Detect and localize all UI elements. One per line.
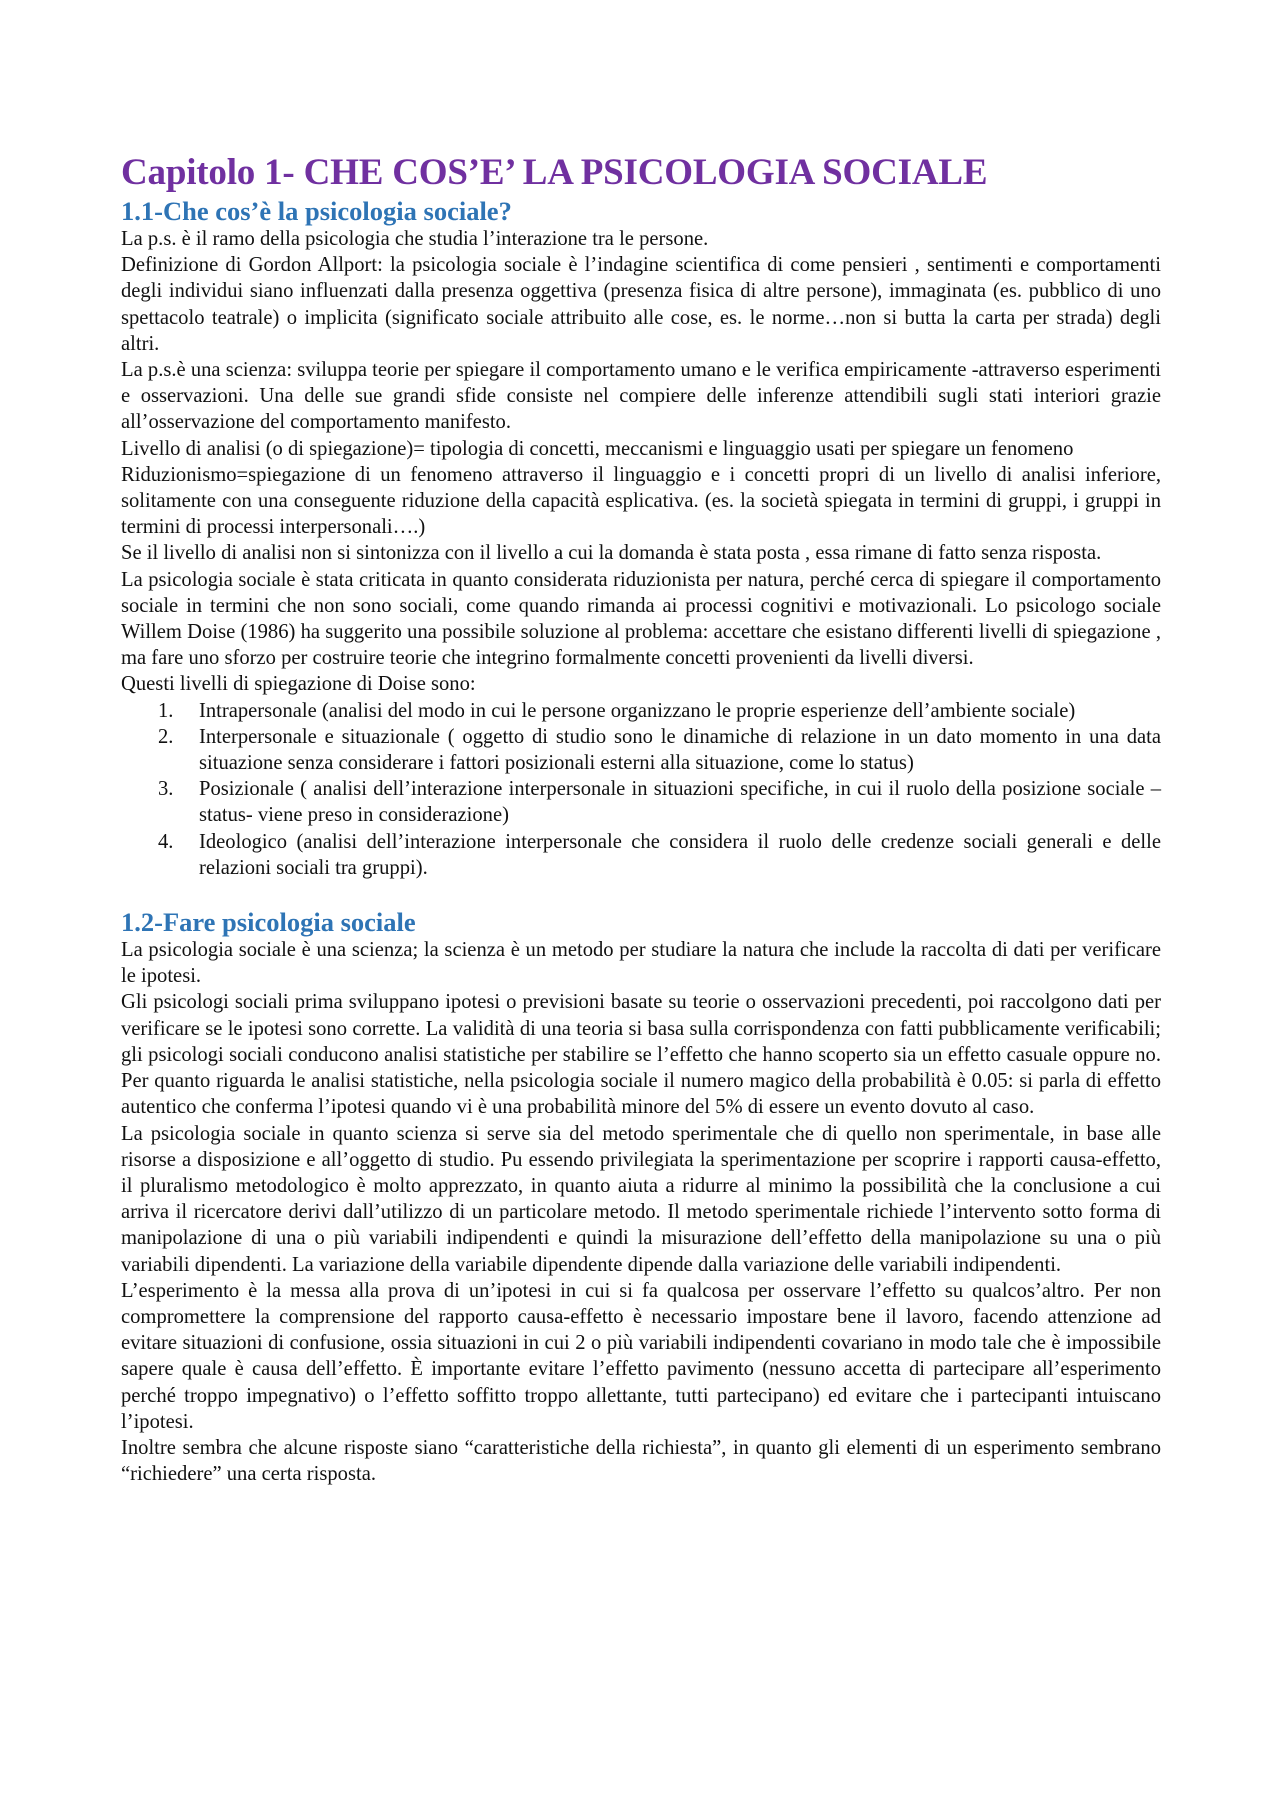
list-item-text: Intrapersonale (analisi del modo in cui le persone organizzano le proprie esperienze dell’ambiente sociale) <box>199 699 1076 722</box>
chapter-title: Capitolo 1- CHE COS’E’ LA PSICOLOGIA SOCIALE <box>121 152 988 193</box>
paragraph: La p.s. è il ramo della psicologia che studia l’interazione tra le persone. <box>121 228 709 250</box>
paragraph: Riduzionismo=spiegazione di un fenomeno attraverso il linguaggio e i concetti propri di un livello di analisi inferiore, solitamente con una conseguente riduzione della capacità esplicativa. (es. la società spiegata in termini di gruppi, i gruppi in termini di processi interpersonali….) <box>121 463 1161 539</box>
paragraph: La psicologia sociale è stata criticata in quanto considerata riduzionista per natura, perché cerca di spiegare il comportamento sociale in termini che non sono sociali, come quando rimanda ai processi cognitivi e motivazionali. Lo psicologo sociale Willem Doise (1986) ha suggerito una possibile soluzione al problema: accettare che esistano differenti livelli di spiegazione , ma fare uno sforzo per costruire teorie che integrino formalmente concetti provenienti da livelli diversi. <box>121 568 1161 670</box>
document-page <box>121 150 1161 1487</box>
list-item <box>158 776 1161 828</box>
doise-levels-list <box>121 698 1161 881</box>
section-heading-1-1: 1.1-Che cos’è la psicologia sociale? <box>121 196 512 226</box>
list-item-text: Interpersonale e situazionale ( oggetto di studio sono le dinamiche di relazione in un dato momento in una data situazione senza considerare i fattori posizionali esterni alla situazione, come lo status) <box>199 725 1161 775</box>
paragraph: La psicologia sociale in quanto scienza si serve sia del metodo sperimentale che di quello non sperimentale, in base alle risorse a disposizione e all’oggetto di studio. Pu essendo privilegiata la sperimentazione per scoprire i rapporti causa-effetto, il pluralismo metodologico è molto apprezzato, in quanto aiuta a ridurre al minimo la possibilità che la conclusione a cui arriva il ricercatore derivi dall’utilizzo di un particolare metodo. Il metodo sperimentale richiede l’intervento sotto forma di manipolazione di una o più variabili indipendenti e quindi la misurazione dell’effetto della manipolazione su una o più variabili dipendenti. La variazione della variabile dipendente dipende dalla variazione delle variabili indipendenti. <box>121 1122 1161 1276</box>
paragraph: Gli psicologi sociali prima sviluppano ipotesi o previsioni basate su teorie o osservazioni precedenti, poi raccolgono dati per verificare se le ipotesi sono corrette. La validità di una teoria si basa sulla corrispondenza con fatti pubblicamente verificabili; gli psicologi sociali conducono analisi statistiche per stabilire se l’effetto che hanno scoperto sia un effetto casuale oppure no. Per quanto riguarda le analisi statistiche, nella psicologia sociale il numero magico della probabilità è 0.05: si parla di effetto autentico che conferma l’ipotesi quando vi è una probabilità minore del 5% di essere un evento dovuto al caso. <box>121 991 1161 1119</box>
list-item <box>158 698 1161 724</box>
paragraph: Questi livelli di spiegazione di Doise sono: <box>121 673 476 696</box>
list-item <box>158 829 1161 881</box>
list-item-number: 1. <box>158 699 174 722</box>
paragraph: Definizione di Gordon Allport: la psicologia sociale è l’indagine scientifica di come pensieri , sentimenti e comportamenti degli individui siano influenzati dalla presenza oggettiva (presenza fisica di altre persone), immaginata (es. pubblico di uno spettacolo teatrale) o implicita (significato sociale attribuito alle cose, es. le norme…non si butta la carta per strada) degli altri. <box>121 254 1161 355</box>
paragraph: Inoltre sembra che alcune risposte siano “caratteristiche della richiesta”, in quanto gli elementi di un esperimento sembrano “richiedere” una certa risposta. <box>121 1436 1161 1486</box>
paragraph: La psicologia sociale è una scienza; la scienza è un metodo per studiare la natura che include la raccolta di dati per verificare le ipotesi. <box>121 939 1161 988</box>
list-item <box>158 724 1161 776</box>
paragraph: L’esperimento è la messa alla prova di un’ipotesi in cui si fa qualcosa per osservare l’effetto su qualcos’altro. Per non compromettere la comprensione del rapporto causa-effetto è necessario impostare bene il lavoro, facendo attenzione ad evitare situazioni di confusione, ossia situazioni in cui 2 o più variabili indipendenti covariano in modo tale che è impossibile sapere quale è causa dell’effetto. È importante evitare l’effetto pavimento (nessuno accetta di partecipare all’esperimento perché troppo impegnativo) o l’effetto soffitto troppo allettante, tutti partecipano) ed evitare che i partecipanti intuiscano l’ipotesi. <box>121 1279 1161 1433</box>
paragraph: Livello di analisi (o di spiegazione)= tipologia di concetti, meccanismi e linguaggio usati per spiegare un fenomeno <box>121 437 1074 460</box>
list-item-number: 4. <box>158 830 174 853</box>
list-item-number: 3. <box>158 778 174 801</box>
list-item-number: 2. <box>158 725 174 748</box>
paragraph: La p.s.è una scienza: sviluppa teorie per spiegare il comportamento umano e le verifica empiricamente -attraverso esperimenti e osservazioni. Una delle sue grandi sfide consiste nel compiere delle inferenze attendibili sugli stati interiori grazie all’osservazione del comportamento manifesto. <box>121 359 1161 434</box>
list-item-text: Posizionale ( analisi dell’interazione interpersonale in situazioni specifiche, in cui il ruolo della posizione sociale –status- viene preso in considerazione) <box>199 778 1161 827</box>
section-heading-1-2: 1.2-Fare psicologia sociale <box>121 907 416 938</box>
paragraph: Se il livello di analisi non si sintonizza con il livello a cui la domanda è stata posta , essa rimane di fatto senza risposta. <box>121 542 1102 565</box>
list-item-text: Ideologico (analisi dell’interazione interpersonale che considera il ruolo delle credenze sociali generali e delle relazioni sociali tra gruppi). <box>199 830 1161 879</box>
